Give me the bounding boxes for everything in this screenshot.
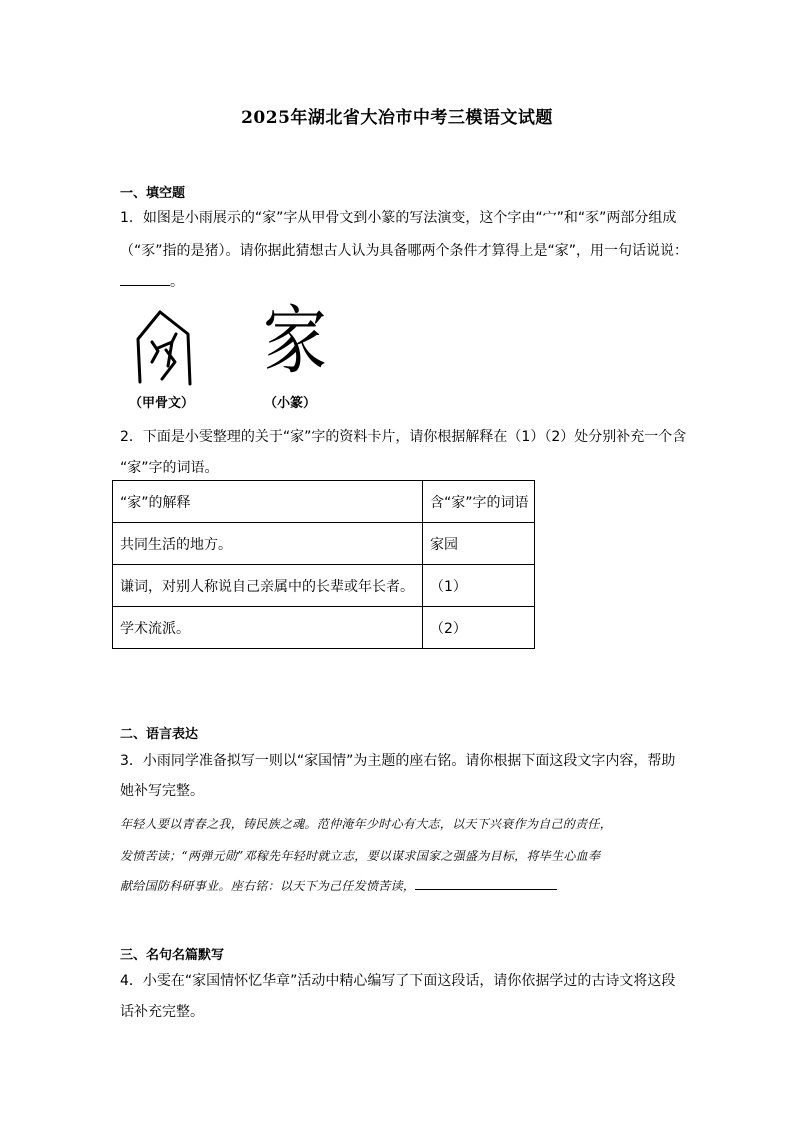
q2-line2: “家”字的词语。 <box>120 460 219 476</box>
q3-motto-prefix: 献给国防科研事业。座右铭：以天下为己任发愤苦读， <box>120 879 416 893</box>
jia-character-figure <box>120 300 380 415</box>
section-heading-fill-in: 一、填空题 <box>120 186 186 201</box>
seal-script-jia-glyph: 家 <box>263 299 327 385</box>
q1-answer-blank[interactable] <box>120 285 170 286</box>
q1-line1: 1．如图是小雨展示的“家”字从甲骨文到小篆的写法演变，这个字由“宀”和“豕”两部分组成 <box>120 210 677 226</box>
q3-line2: 她补写完整。 <box>120 783 204 799</box>
table-cell: 学术流派。 <box>113 607 423 649</box>
oracle-bone-caption: （甲骨文） <box>129 396 195 411</box>
seal-script-caption: （小篆） <box>264 396 317 411</box>
table-cell: 谦词，对别人称说自己亲属中的长辈或年长者。 <box>113 565 423 607</box>
table-cell: 家园 <box>423 523 535 565</box>
q1-line2: （“豕”指的是猪）。请你据此猜想古人认为具备哪两个条件才算得上是“家”，用一句话说说： <box>120 243 689 259</box>
q2-line1: 2．下面是小雯整理的关于“家”字的资料卡片，请你根据解释在（1）（2）处分别补充一个含 <box>120 429 687 445</box>
table-cell: 共同生活的地方。 <box>113 523 423 565</box>
q3-passage-line1: 年轻人要以青春之我，铸民族之魂。范仲淹年少时心有大志，以天下兴衰作为自己的责任， <box>120 817 613 831</box>
table-answer-cell[interactable]: （1） <box>423 565 535 607</box>
section-heading-language-expression: 二、语言表达 <box>120 727 199 742</box>
table-row <box>113 523 535 565</box>
table-header-cell: “家”的解释 <box>113 481 423 523</box>
table-header-row <box>113 481 535 523</box>
q3-line1: 3．小雨同学准备拟写一则以“家国情”为主题的座右铭。请你根据下面这段文字内容，帮助 <box>120 753 676 769</box>
q3-passage-line2: 发愤苦读；“两弹元勋”邓稼先年轻时就立志，要以谋求国家之强盛为目标，将毕生心血奉 <box>120 849 601 863</box>
table-header-cell: 含“家”字的词语 <box>423 481 535 523</box>
q4-line1: 4．小雯在“家国情怀忆华章”活动中精心编写了下面这段话，请你依据学过的古诗文将这段 <box>120 973 676 989</box>
jia-info-card-table <box>112 480 535 649</box>
q3-passage-line3 <box>120 877 557 894</box>
exam-title: 2025年湖北省大冶市中考三模语文试题 <box>241 108 553 128</box>
table-row <box>113 565 535 607</box>
q1-line3 <box>120 271 184 291</box>
q1-period: 。 <box>170 274 184 290</box>
table-answer-cell[interactable]: （2） <box>423 607 535 649</box>
q4-line2: 话补充完整。 <box>120 1004 204 1020</box>
section-heading-recitation: 三、名句名篇默写 <box>120 948 225 963</box>
q3-answer-blank[interactable] <box>415 877 557 890</box>
oracle-bone-jia-icon <box>128 304 218 394</box>
table-row <box>113 607 535 649</box>
